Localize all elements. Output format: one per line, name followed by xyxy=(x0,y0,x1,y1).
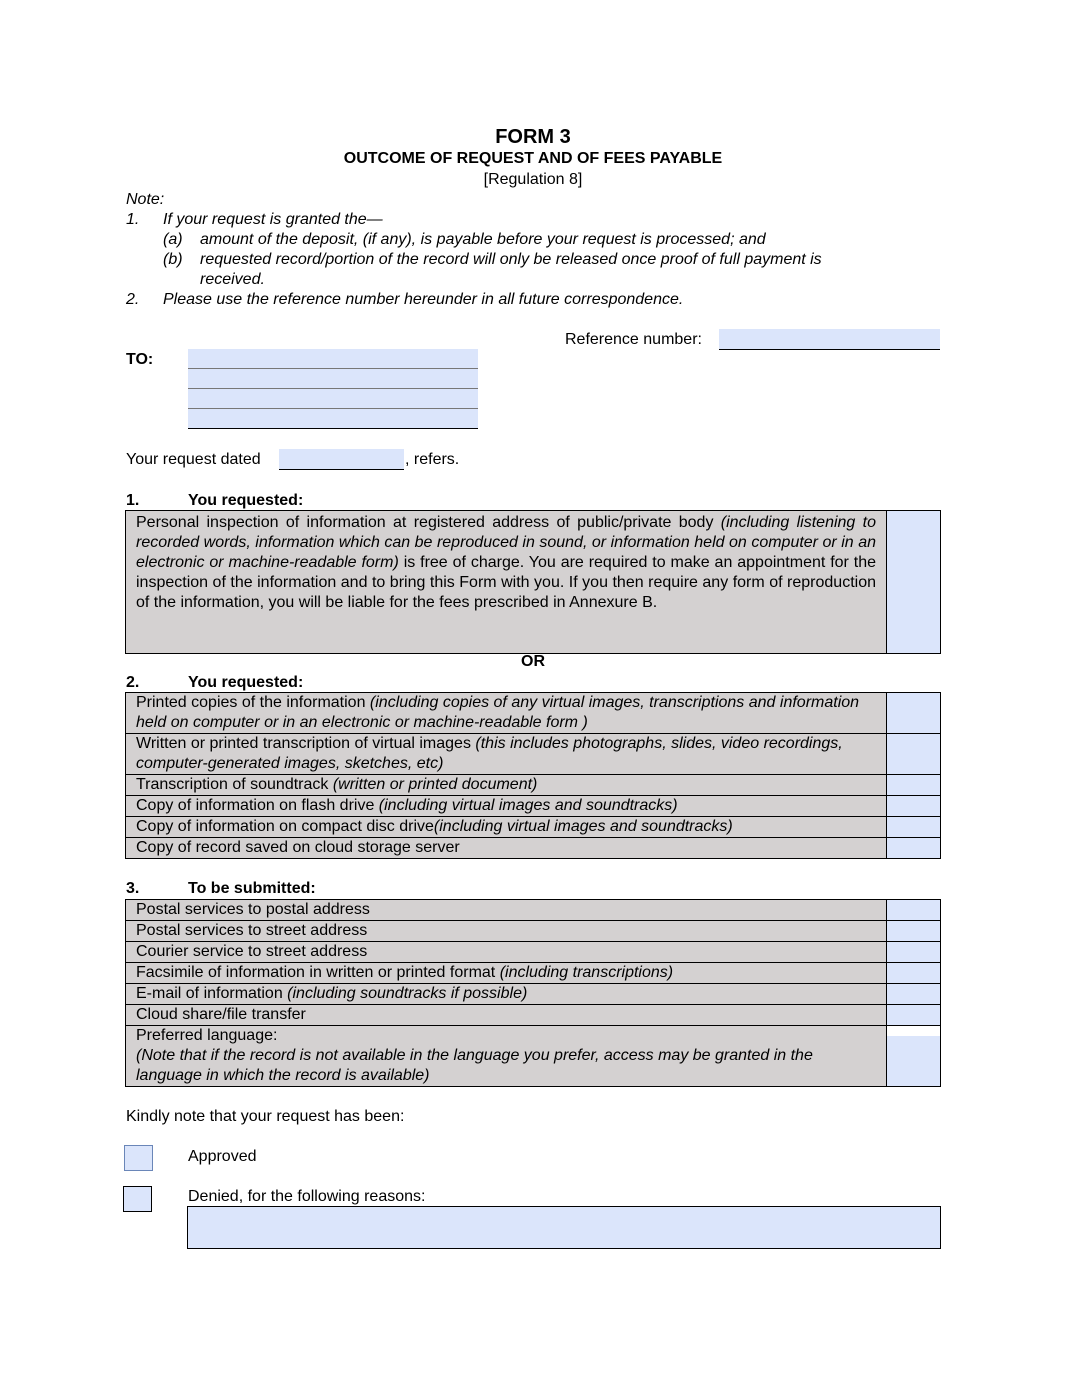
row-checkbox[interactable] xyxy=(887,963,941,984)
section1-table xyxy=(125,510,941,654)
note-text-cont: received. xyxy=(200,271,265,288)
regulation-ref: [Regulation 8] xyxy=(483,171,583,188)
section1-title: You requested: xyxy=(188,492,304,509)
form-subtitle: OUTCOME OF REQUEST AND OF FEES PAYABLE xyxy=(343,150,723,167)
reference-label: Reference number: xyxy=(565,331,702,348)
table-row: Copy of information on compact disc drive(including virtual images and soundtracks) xyxy=(126,817,887,838)
table-row: Written or printed transcription of virtual images (this includes photographs, slides, video recordings, computer-generated images, sketches, etc) xyxy=(126,734,887,775)
request-date-field[interactable] xyxy=(279,449,404,470)
section3-title: To be submitted: xyxy=(188,880,316,897)
row-checkbox[interactable] xyxy=(887,796,941,817)
note-num: (b) xyxy=(163,251,183,268)
note-text: requested record/portion of the record will only be released once proof of full payment is xyxy=(200,251,822,268)
request-dated-suffix: , refers. xyxy=(405,451,460,468)
note-text: If your request is granted the— xyxy=(163,211,383,228)
table-row: Printed copies of the information (including copies of any virtual images, transcriptions and information held on computer or in an electronic or machine-readable form ) xyxy=(126,693,887,734)
approved-label: Approved xyxy=(188,1148,257,1165)
row-checkbox[interactable] xyxy=(887,900,941,921)
outcome-intro: Kindly note that your request has been: xyxy=(126,1108,405,1125)
table-row: Copy of information on flash drive (including virtual images and soundtracks) xyxy=(126,796,887,817)
note-num: 1. xyxy=(126,211,140,228)
note-text: Please use the reference number hereunder in all future correspondence. xyxy=(163,291,684,308)
section2-table xyxy=(125,692,941,859)
section2-number: 2. xyxy=(126,674,140,691)
to-line-4[interactable] xyxy=(188,409,478,429)
row-checkbox[interactable] xyxy=(887,838,941,859)
or-separator: OR xyxy=(521,653,545,670)
section2-title: You requested: xyxy=(188,674,304,691)
reference-number-field[interactable] xyxy=(719,329,940,350)
table-row: Facsimile of information in written or printed format (including transcriptions) xyxy=(126,963,887,984)
to-label: TO: xyxy=(126,351,154,368)
note-num: (a) xyxy=(163,231,183,248)
section3-number: 3. xyxy=(126,880,140,897)
to-line-2[interactable] xyxy=(188,369,478,389)
denied-label: Denied, for the following reasons: xyxy=(188,1188,426,1205)
section1-number: 1. xyxy=(126,492,140,509)
personal-inspection-text: Personal inspection of information at registered address of public/private body (including listening to recorded words, information which can be reproduced in sound, or information held on computer or in an electronic or machine-readable form) is free of charge. You are required to make an appointment for the inspection of the information and to bring this Form with you. If you then require any form of reproduction of the information, you will be liable for the fees prescribed in Annexure B. xyxy=(126,511,887,654)
row-checkbox[interactable] xyxy=(887,984,941,1005)
approved-checkbox[interactable] xyxy=(124,1145,153,1171)
table-row: Postal services to street address xyxy=(126,921,887,942)
row-checkbox[interactable] xyxy=(887,693,941,734)
table-row: Transcription of soundtrack (written or printed document) xyxy=(126,775,887,796)
table-row: Courier service to street address xyxy=(126,942,887,963)
row-checkbox[interactable] xyxy=(887,942,941,963)
to-line-1[interactable] xyxy=(188,349,478,369)
row-checkbox[interactable] xyxy=(887,817,941,838)
note-text: amount of the deposit, (if any), is payable before your request is processed; and xyxy=(200,231,766,248)
table-row: E-mail of information (including soundtracks if possible) xyxy=(126,984,887,1005)
preferred-language-row: Preferred language: (Note that if the record is not available in the language you prefer, access may be granted in the language in which the record is available) xyxy=(126,1026,887,1087)
note-label: Note: xyxy=(126,191,165,208)
table-row: Postal services to postal address xyxy=(126,900,887,921)
denied-checkbox[interactable] xyxy=(123,1186,152,1212)
preferred-language-field[interactable] xyxy=(887,1026,941,1087)
section3-table xyxy=(125,899,941,1087)
form-title: FORM 3 xyxy=(495,126,571,148)
table-row: Copy of record saved on cloud storage server xyxy=(126,838,887,859)
personal-inspection-checkbox[interactable] xyxy=(887,511,941,654)
request-dated-prefix: Your request dated xyxy=(126,451,261,468)
note-num: 2. xyxy=(126,291,140,308)
row-checkbox[interactable] xyxy=(887,1005,941,1026)
table-row: Cloud share/file transfer xyxy=(126,1005,887,1026)
row-checkbox[interactable] xyxy=(887,921,941,942)
row-checkbox[interactable] xyxy=(887,775,941,796)
denial-reasons-field[interactable] xyxy=(187,1206,941,1249)
row-checkbox[interactable] xyxy=(887,734,941,775)
to-line-3[interactable] xyxy=(188,389,478,409)
